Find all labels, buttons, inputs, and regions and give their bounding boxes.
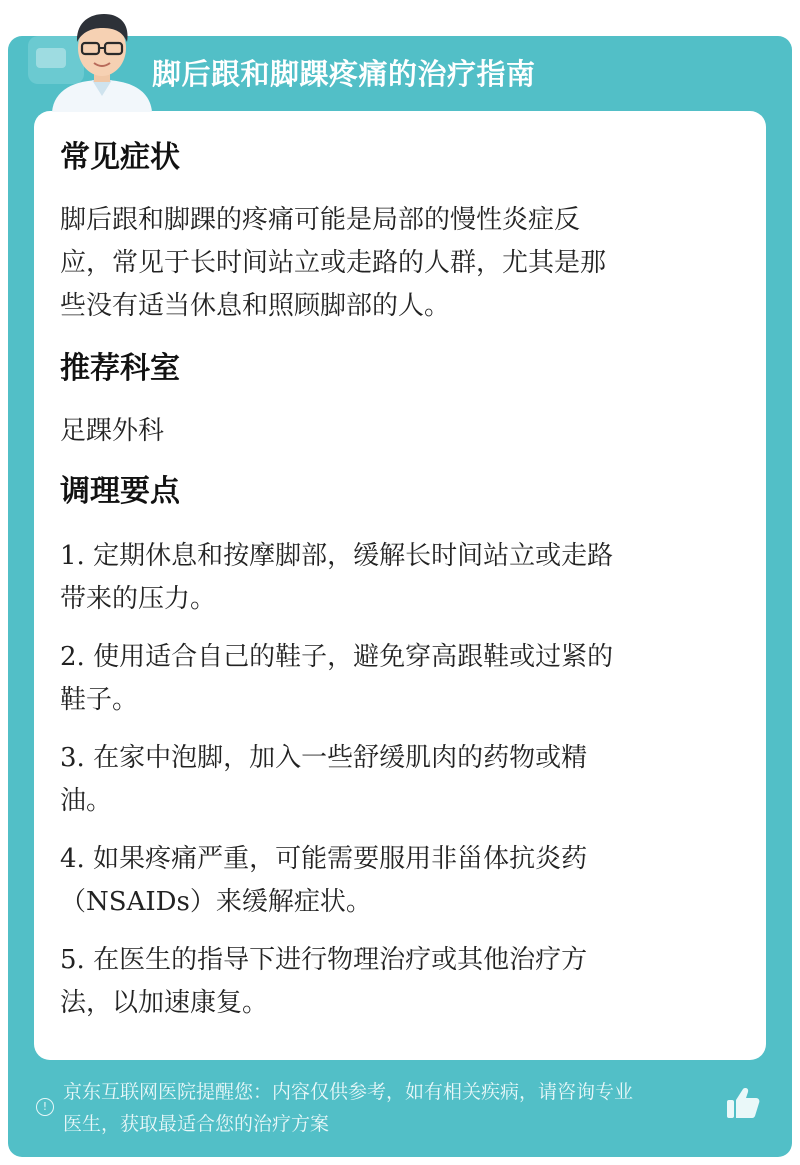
department-text: 足踝外科 bbox=[60, 416, 165, 446]
care-item-abbr: NSAIDs bbox=[86, 887, 190, 917]
care-item-line1: 在医生的指导下进行物理治疗或其他治疗方 bbox=[93, 945, 588, 975]
care-item-line1: 在家中泡脚，加入一些舒缓肌肉的药物或精 bbox=[93, 743, 588, 773]
symptoms-text-line1: 脚后跟和脚踝的疼痛可能是局部的慢性炎症反 bbox=[60, 205, 581, 235]
care-item-1 bbox=[60, 535, 732, 621]
care-item-line2: 油。 bbox=[60, 786, 113, 816]
care-item-line1: 使用适合自己的鞋子，避免穿高跟鞋或过紧的 bbox=[93, 642, 614, 672]
care-item-line2: 带来的压力。 bbox=[60, 584, 217, 614]
care-item-number: 3. bbox=[60, 743, 85, 773]
symptoms-text-line2: 应，常见于长时间站立或走路的人群，尤其是那 bbox=[60, 248, 607, 278]
care-item-line2: 鞋子。 bbox=[60, 685, 139, 715]
care-item-number: 4. bbox=[60, 844, 85, 874]
care-item-line2: 法，以加速康复。 bbox=[60, 988, 269, 1018]
info-icon: ! bbox=[36, 1098, 54, 1116]
care-item-3 bbox=[60, 737, 732, 823]
section-heading-department: 推荐科室 bbox=[60, 351, 180, 386]
care-item-number: 1. bbox=[60, 541, 85, 571]
care-item-5 bbox=[60, 939, 732, 1025]
symptoms-text-line3: 些没有适当休息和照顾脚部的人。 bbox=[60, 291, 451, 321]
care-item-4 bbox=[60, 838, 732, 924]
care-item-2 bbox=[60, 636, 732, 722]
page-title: 脚后跟和脚踝疼痛的治疗指南 bbox=[152, 57, 536, 91]
care-item-line1: 如果疼痛严重，可能需要服用非甾体抗炎药 bbox=[93, 844, 588, 874]
section-heading-care: 调理要点 bbox=[60, 474, 180, 509]
disclaimer-line1: 京东互联网医院提醒您：内容仅供参考，如有相关疾病，请咨询专业 bbox=[63, 1081, 634, 1103]
disclaimer-line2: 医生，获取最适合您的治疗方案 bbox=[63, 1113, 330, 1135]
section-heading-symptoms: 常见症状 bbox=[60, 140, 180, 175]
disclaimer bbox=[36, 1076, 736, 1140]
care-item-paren-open: （ bbox=[60, 887, 87, 917]
doctor-avatar-icon bbox=[22, 8, 162, 112]
care-item-line1: 定期休息和按摩脚部，缓解长时间站立或走路 bbox=[93, 541, 614, 571]
care-item-number: 5. bbox=[60, 945, 85, 975]
care-item-line2: ）来缓解症状。 bbox=[189, 887, 372, 917]
thumbs-up-icon[interactable] bbox=[724, 1084, 762, 1122]
content-card bbox=[34, 111, 766, 1060]
care-item-number: 2. bbox=[60, 642, 85, 672]
